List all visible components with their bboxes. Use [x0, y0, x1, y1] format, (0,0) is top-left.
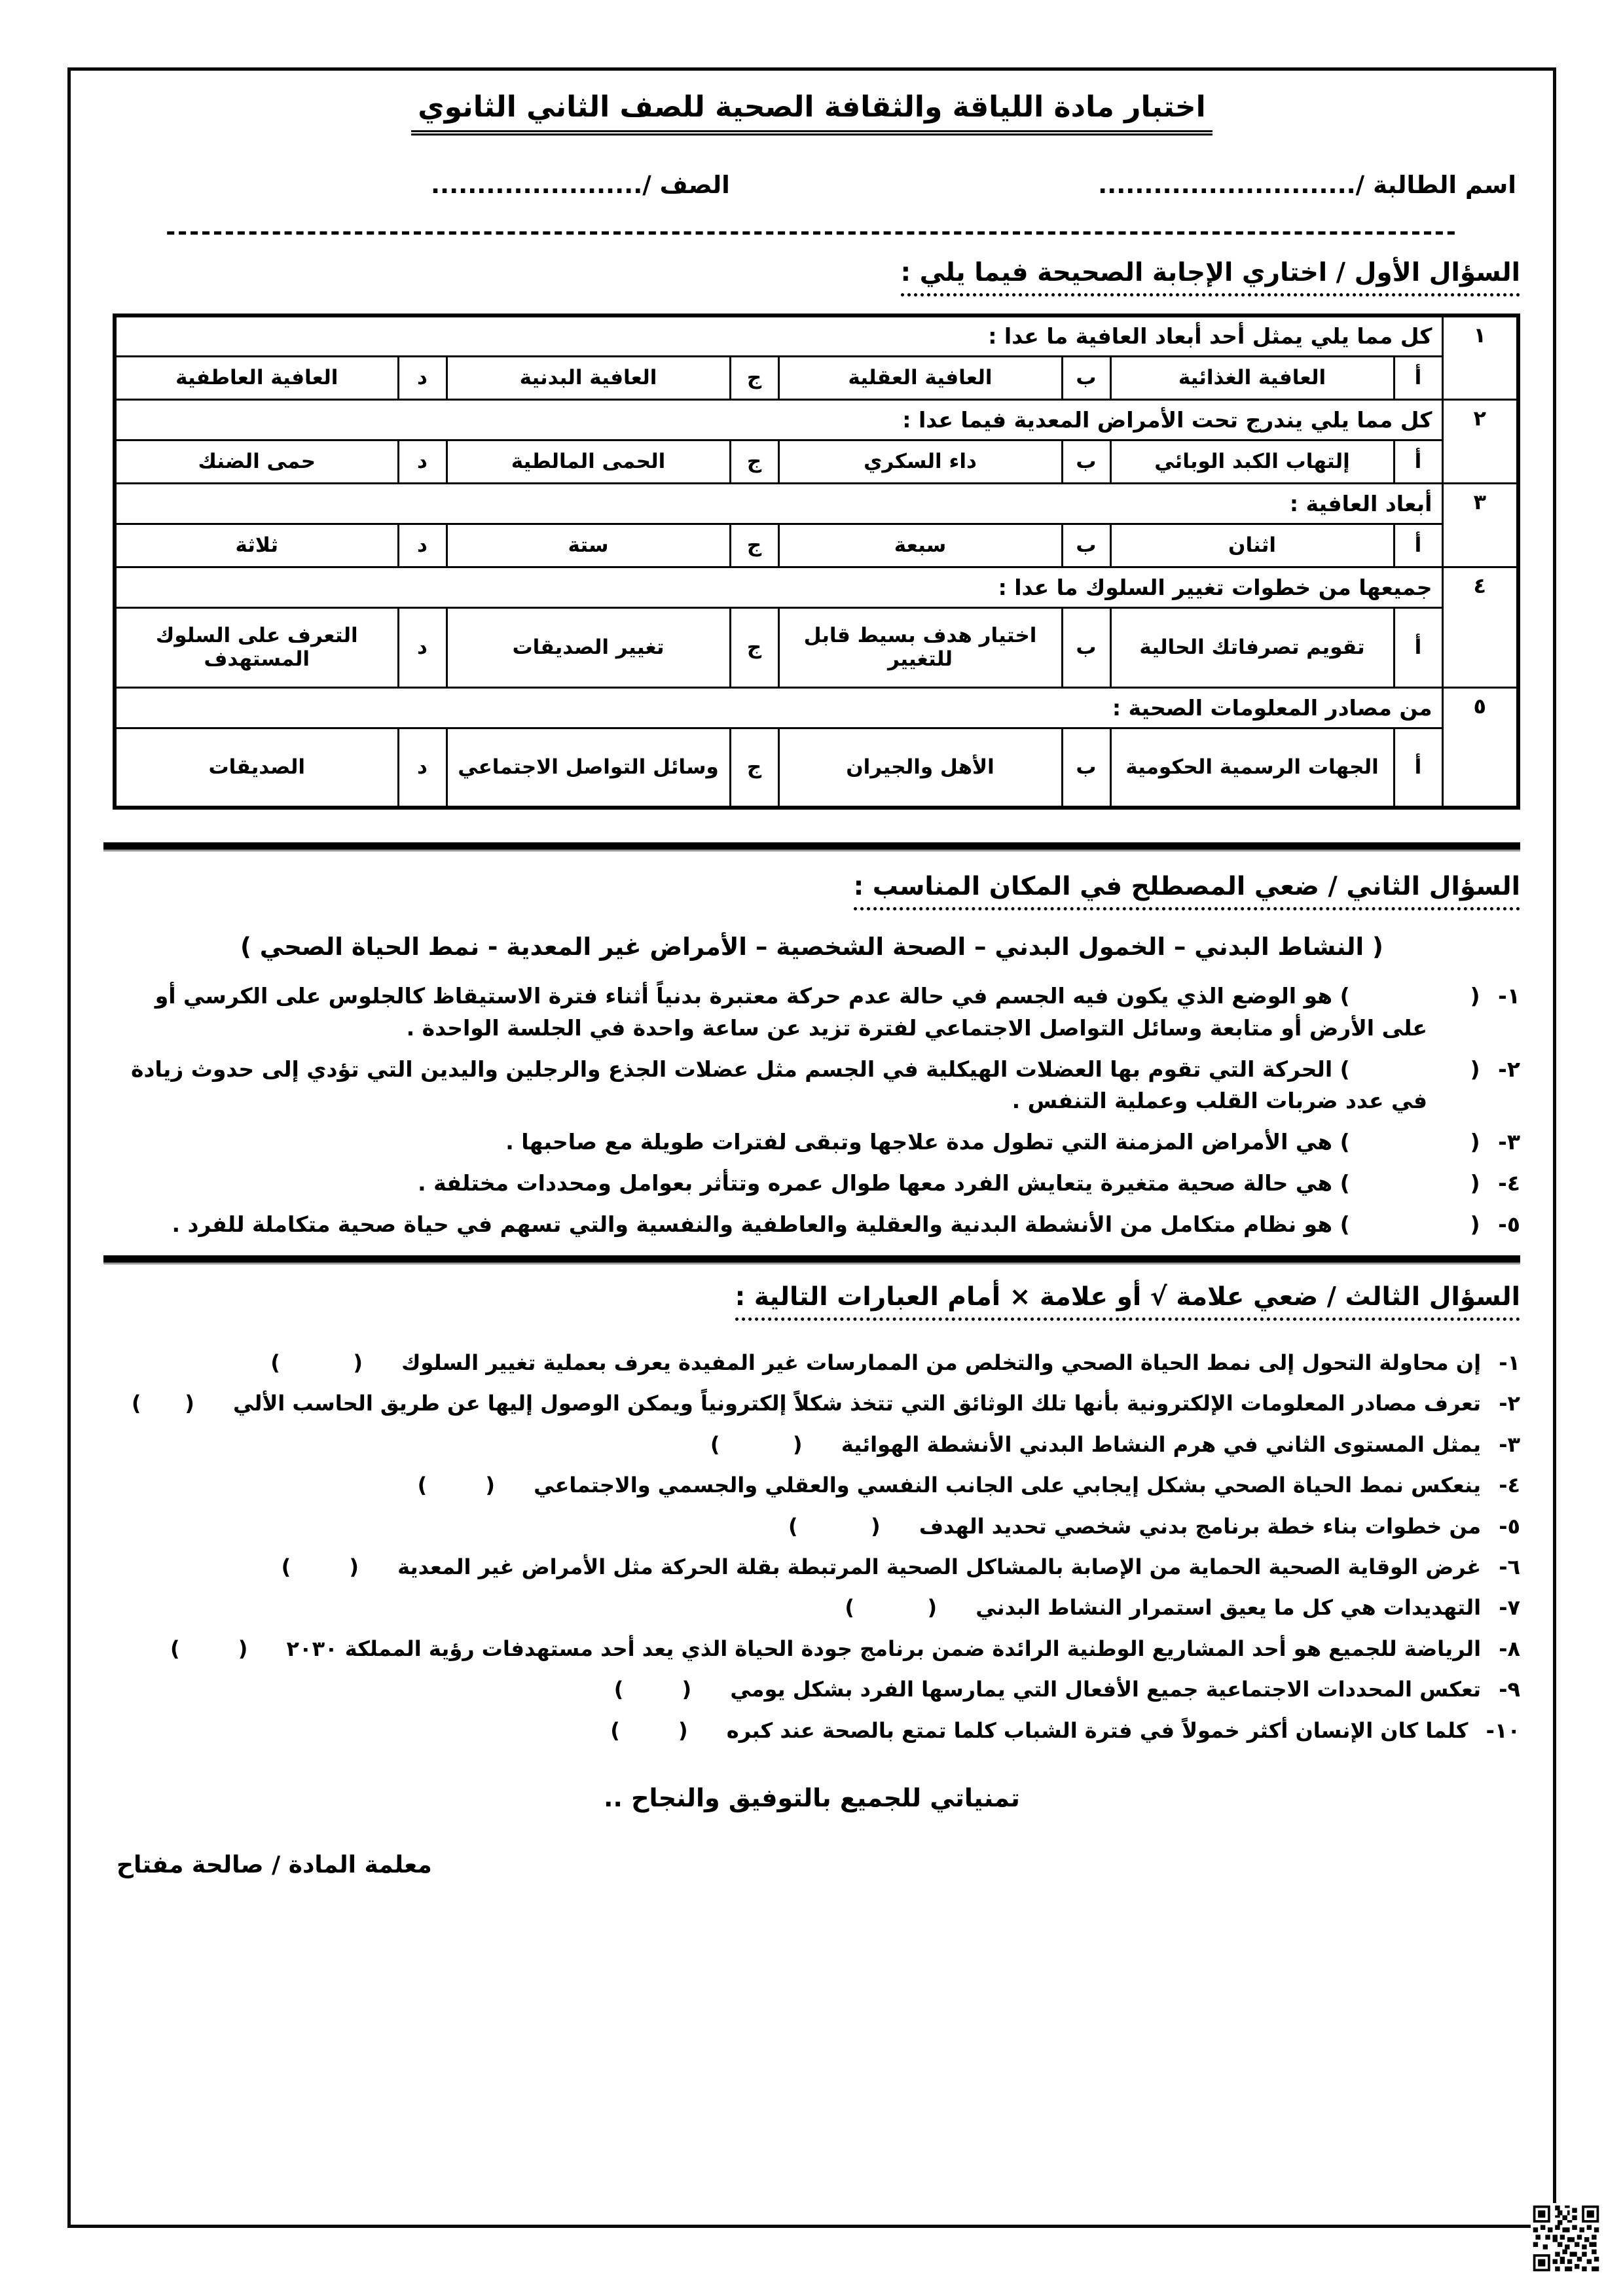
option-text: العافية الغذائية [1110, 356, 1394, 399]
option-letter: أ [1394, 607, 1442, 687]
tf-item [103, 1716, 1520, 1746]
option-text: العافية البدنية [447, 356, 730, 399]
option-letter: ب [1062, 356, 1110, 399]
question-text: أبعاد العافية : [115, 483, 1442, 524]
item-text: هو الوضع الذي يكون فيه الجسم في حالة عدم حركة معتبرة بدنياً أثناء فترة الاستيقاظ كالجلوس على الكرسي أو على الأرض أو متابعة وسائل التواصل الاجتماعي لفترة تزيد عن ساعة واحدة في الجلسة الواحدة . [155, 983, 1427, 1041]
item-text: يمثل المستوى الثاني في هرم النشاط البدني الأنشطة الهوائية [841, 1431, 1482, 1457]
option-text: داء السكري [778, 440, 1062, 483]
item-text: الرياضة للجميع هو أحد المشاريع الوطنية الرائدة ضمن برنامج جودة الحياة الذي يعد أحد مستهدفات رؤية المملكة ٢٠٣٠ [286, 1636, 1482, 1661]
answer-blank: ( ) [610, 1717, 688, 1743]
option-letter: ج [730, 728, 778, 808]
item-number: ٢- [1498, 1056, 1520, 1082]
option-letter: ج [730, 440, 778, 483]
item-text: غرض الوقاية الصحية الحماية من الإصابة بالمشاكل الصحية المرتبطة بقلة الحركة مثل الأمراض غير المعدية [397, 1554, 1482, 1579]
tf-item [103, 1675, 1520, 1704]
section2-heading: السؤال الثاني / ضعي المصطلح في المكان المناسب : [854, 872, 1520, 910]
item-number: ٣- [1498, 1129, 1520, 1155]
question-number: ١ [1442, 315, 1518, 399]
answer-blank: ( ) [170, 1636, 248, 1661]
item-text: تعرف مصادر المعلومات الإلكترونية بأنها تلك الوثائق التي تتخذ شكلاً إلكترونياً ويمكن الوصول إليها عن طريق الحاسب الألي [233, 1391, 1482, 1416]
exam-title: اختبار مادة اللياقة والثقافة الصحية للصف الثاني الثانوي [411, 90, 1212, 135]
student-name-field: اسم الطالبة /............................ [1098, 171, 1516, 199]
section1-heading: السؤال الأول / اختاري الإجابة الصحيحة فيما يلي : [901, 258, 1521, 296]
terms-bank: ( النشاط البدني – الخمول البدني – الصحة الشخصية – الأمراض غير المعدية - نمط الحياة الصحي ) [240, 933, 1383, 961]
option-letter: ب [1062, 440, 1110, 483]
options-row [115, 524, 1518, 567]
question-number: ٤ [1442, 567, 1518, 687]
option-text: ثلاثة [115, 524, 398, 567]
option-text: التعرف على السلوك المستهدف [115, 607, 398, 687]
answer-blank: ( ) [613, 1677, 692, 1702]
option-letter: ج [730, 356, 778, 399]
item-text: هو نظام متكامل من الأنشطة البدنية والعقلية والعاطفية والنفسية والتي تسهم في حياة صحية متكاملة للفرد . [172, 1211, 1333, 1237]
fill-item [103, 1054, 1520, 1118]
tf-item [103, 1348, 1520, 1378]
option-text: تقويم تصرفاتك الحالية [1110, 607, 1394, 687]
option-letter: د [398, 524, 447, 567]
exam-sheet [84, 71, 1540, 1878]
option-text: الجهات الرسمية الحكومية [1110, 728, 1394, 808]
option-text: الصديقات [115, 728, 398, 808]
item-text: كلما كان الإنسان أكثر خمولاً في فترة الشباب كلما تمتع بالصحة عند كبره [726, 1717, 1468, 1743]
option-text: حمى الضنك [115, 440, 398, 483]
options-row [115, 728, 1518, 808]
option-text: العافية العقلية [778, 356, 1062, 399]
item-number: ١٠- [1486, 1717, 1520, 1743]
option-text: سبعة [778, 524, 1062, 567]
section-divider [103, 842, 1520, 850]
dashed-divider: -------------------------------------------------------------------------------------------------------------- [166, 219, 1458, 245]
answer-blank: ( ) [1340, 983, 1480, 1009]
class-field: الصف /....................... [431, 171, 730, 199]
qr-code [1531, 2203, 1601, 2274]
question-row [115, 483, 1518, 524]
answer-blank: ( ) [270, 1350, 363, 1375]
option-text: إلتهاب الكبد الوبائي [1110, 440, 1394, 483]
question-text: من مصادر المعلومات الصحية : [115, 687, 1442, 728]
answer-blank: ( ) [788, 1513, 881, 1539]
option-text: وسائل التواصل الاجتماعي [447, 728, 730, 808]
option-text: الحمى المالطية [447, 440, 730, 483]
option-letter: أ [1394, 356, 1442, 399]
item-text: هي الأمراض المزمنة التي تطول مدة علاجها وتبقى لفترات طويلة مع صاحبها . [505, 1129, 1333, 1155]
item-number: ٢- [1499, 1391, 1520, 1416]
tf-item [103, 1593, 1520, 1623]
good-luck-message: تمنياتي للجميع بالتوفيق والنجاح .. [604, 1784, 1020, 1813]
answer-blank: ( ) [845, 1595, 938, 1621]
answer-blank: ( ) [1340, 1211, 1480, 1237]
option-letter: د [398, 728, 447, 808]
section-divider [103, 1255, 1520, 1263]
fill-in-items [103, 980, 1520, 1241]
option-letter: ب [1062, 607, 1110, 687]
option-letter: أ [1394, 728, 1442, 808]
tf-item [103, 1552, 1520, 1582]
item-text: الحركة التي تقوم بها العضلات الهيكلية في الجسم مثل عضلات الجذع والرجلين واليدين التي تؤدي إلى حدوث زيادة في عدد ضربات القلب وعملية التنفس . [131, 1056, 1427, 1114]
item-number: ٨- [1499, 1636, 1520, 1661]
question-number: ٣ [1442, 483, 1518, 567]
answer-blank: ( ) [417, 1473, 495, 1498]
question-row [115, 567, 1518, 607]
option-text: اثنان [1110, 524, 1394, 567]
item-number: ٤- [1499, 1473, 1520, 1498]
answer-blank: ( ) [1340, 1129, 1480, 1155]
item-number: ٥- [1498, 1211, 1520, 1237]
option-text: الأهل والجيران [778, 728, 1062, 808]
fill-item [103, 1209, 1520, 1241]
item-text: التهديدات هي كل ما يعيق استمرار النشاط البدني [976, 1595, 1482, 1621]
true-false-items [103, 1348, 1520, 1746]
option-text: تغيير الصديقات [447, 607, 730, 687]
option-letter: د [398, 440, 447, 483]
section3-heading: السؤال الثالث / ضعي علامة √ أو علامة × أمام العبارات التالية : [735, 1282, 1520, 1321]
fill-item [103, 1126, 1520, 1158]
option-text: العافية العاطفية [115, 356, 398, 399]
item-number: ١- [1498, 983, 1520, 1009]
tf-item [103, 1430, 1520, 1460]
question-text: كل مما يلي يمثل أحد أبعاد العافية ما عدا : [115, 315, 1442, 356]
item-number: ٦- [1499, 1554, 1520, 1579]
options-row [115, 356, 1518, 399]
answer-blank: ( ) [281, 1554, 359, 1579]
item-number: ٣- [1499, 1431, 1520, 1457]
fill-item [103, 980, 1520, 1045]
option-letter: أ [1394, 440, 1442, 483]
item-number: ٧- [1499, 1595, 1520, 1621]
student-info-row [431, 171, 1516, 199]
tf-item [103, 1471, 1520, 1500]
question-row [115, 315, 1518, 356]
question-row [115, 399, 1518, 440]
item-text: هي حالة صحية متغيرة يتعايش الفرد معها طوال عمره وتتأثر بعوامل ومحددات مختلفة . [418, 1170, 1333, 1196]
answer-blank: ( ) [710, 1431, 803, 1457]
tf-item [103, 1512, 1520, 1541]
option-letter: ب [1062, 524, 1110, 567]
item-number: ٩- [1499, 1677, 1520, 1702]
option-letter: د [398, 356, 447, 399]
tf-item [103, 1389, 1520, 1418]
question-text: جميعها من خطوات تغيير السلوك ما عدا : [115, 567, 1442, 607]
tf-item [103, 1634, 1520, 1664]
option-text: اختيار هدف بسيط قابل للتغيير [778, 607, 1062, 687]
question-number: ٥ [1442, 687, 1518, 808]
mcq-table [113, 314, 1520, 810]
fill-item [103, 1168, 1520, 1200]
item-text: ينعكس نمط الحياة الصحي بشكل إيجابي على الجانب النفسي والعقلي والجسمي والاجتماعي [534, 1473, 1482, 1498]
question-number: ٢ [1442, 399, 1518, 483]
item-text: إن محاولة التحول إلى نمط الحياة الصحي والتخلص من الممارسات غير المفيدة يعرف بعملية تغيير السلوك [401, 1350, 1482, 1375]
item-text: تعكس المحددات الاجتماعية جميع الأفعال التي يمارسها الفرد بشكل يومي [730, 1677, 1482, 1702]
item-number: ٤- [1498, 1170, 1520, 1196]
question-row [115, 687, 1518, 728]
teacher-signature: معلمة المادة / صالحة مفتاح [117, 1852, 432, 1879]
option-text: ستة [447, 524, 730, 567]
option-letter: أ [1394, 524, 1442, 567]
answer-blank: ( ) [1340, 1056, 1480, 1082]
answer-blank: ( ) [1340, 1170, 1480, 1196]
options-row [115, 440, 1518, 483]
item-number: ٥- [1499, 1513, 1520, 1539]
answer-blank: ( ) [131, 1391, 194, 1416]
question-text: كل مما يلي يندرج تحت الأمراض المعدية فيما عدا : [115, 399, 1442, 440]
options-row [115, 607, 1518, 687]
item-number: ١- [1499, 1350, 1520, 1375]
option-letter: ب [1062, 728, 1110, 808]
option-letter: ج [730, 524, 778, 567]
item-text: من خطوات بناء خطة برنامج بدني شخصي تحديد الهدف [919, 1513, 1482, 1539]
option-letter: د [398, 607, 447, 687]
option-letter: ج [730, 607, 778, 687]
